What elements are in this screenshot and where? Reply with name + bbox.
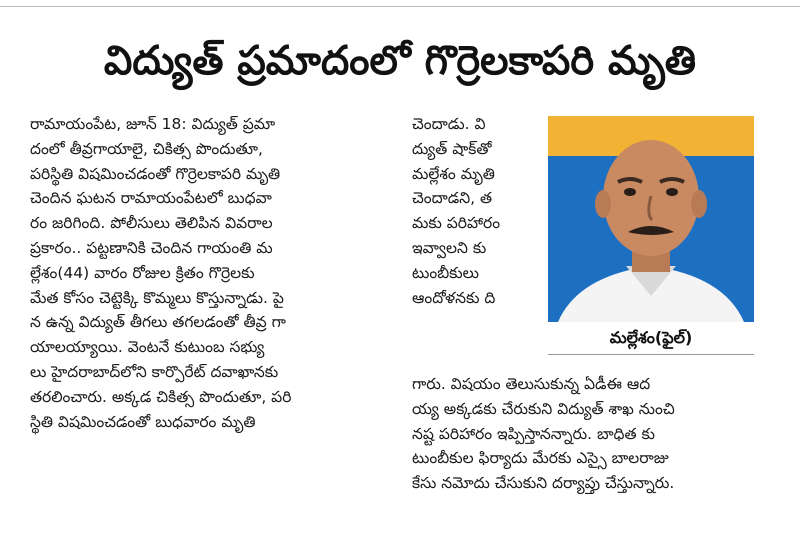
portrait-illustration [548, 116, 754, 322]
text-line: ప్రకారం.. పట్టణానికి చెందిన గాయంతి మ [30, 238, 273, 257]
article-column-middle [412, 112, 542, 310]
text-line: ద్యుత్ షాక్‌తో [412, 139, 492, 158]
text-line: మల్లేశం మృతి [412, 164, 495, 183]
text-line: రామాయంపేట, జూన్ 18: విద్యుత్ ప్రమా [30, 115, 276, 133]
text-line: లు హైదరాబాద్‌లోని కార్పొరేట్ దవాఖానకు [30, 362, 279, 381]
text-line: దంలో తీవ్రగాయాలై, చికిత్స పొందుతూ, [30, 139, 263, 158]
person-photo [548, 116, 754, 322]
text-line: య్య అక్కడకు చేరుకుని విద్యుత్ శాఖ నుంచి [412, 399, 675, 418]
photo-caption: మల్లేశం(ఫైల్) [548, 324, 754, 355]
text-line: పరిస్థితి విషమించడంతో గొర్రెలకాపరి మృతి [30, 164, 281, 183]
article-column-bottom [412, 372, 772, 496]
top-rule [0, 6, 800, 7]
text-line: ఆందోళనకు ది [412, 288, 496, 307]
text-line: నష్ట పరిహారం ఇప్పిస్తానన్నారు. బాధిత కు [412, 424, 655, 443]
text-line: టుంబీకులు [412, 263, 479, 282]
article-column-left [30, 112, 390, 434]
text-line: టుంబీకుల ఫిర్యాదు మేరకు ఎస్సై బాలరాజు [412, 449, 669, 468]
text-line: చెందాడు. వి [412, 115, 486, 133]
text-line: న ఉన్న విద్యుత్ తీగలు తగలడంతో తీవ్ర గా [30, 313, 286, 332]
text-line: రం జరిగింది. పోలీసులు తెలిపిన వివరాల [30, 214, 273, 233]
text-line: ఇవ్వాలని కు [412, 238, 487, 257]
text-line: తరలించారు. అక్కడ చికిత్స పొందుతూ, పరి [30, 387, 292, 406]
headline: విద్యుత్ ప్రమాదంలో గొర్రెలకాపరి మృతి [103, 37, 697, 84]
text-line: ల్లేశం(44) వారం రోజుల క్రితం గొర్రెలకు [30, 263, 255, 282]
text-line: కేసు నమోదు చేసుకుని దర్యాప్తు చేస్తున్నారు. [412, 474, 675, 493]
text-line: యాలయ్యాయి. వెంటనే కుటుంబ సభ్యు [30, 338, 265, 357]
text-line: గారు. విషయం తెలుసుకున్న ఏడీఈ ఆద [412, 375, 651, 393]
text-line: మేత కోసం చెట్టెక్కి కొమ్మలు కొస్తున్నాడు. పై [30, 288, 284, 307]
text-line: మకు పరిహారం [412, 214, 501, 233]
text-line: స్థితి విషమించడంతో బుధవారం మృతి [30, 412, 256, 431]
text-line: చెందిన ఘటన రామాయంపేటలో బుధవా [30, 189, 272, 208]
text-line: చెందాడని, త [412, 189, 493, 208]
